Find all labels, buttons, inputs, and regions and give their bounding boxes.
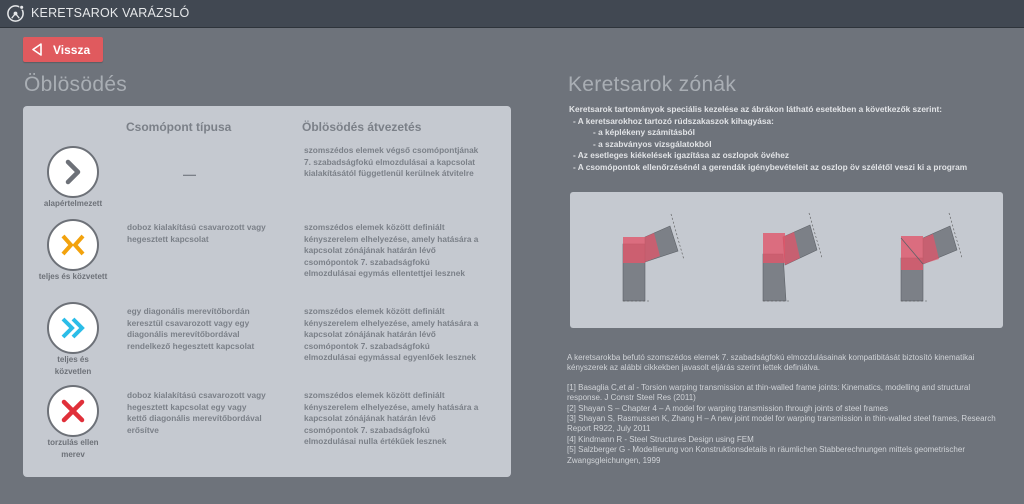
reference-item: [1] Basaglia C,et al - Torsion warping transmission at thin-walled frame joints: Kinematics, modelling and structural response. J Constr Steel Res (2011) xyxy=(567,382,971,403)
transmission-cell: szomszédos elemek között definiált kényszerelem elhelyezése, amely hatására a kapcsolat zónájának határán lévő csomópontok 7. szabadságfokú elmozdulásai egymás ellentettjei lesznek xyxy=(304,222,479,279)
intro-line: - A csomópontok ellenőrzésénél a gerendák igénybevételeit az oszlop öv szélétől veszi ki a program xyxy=(573,161,968,172)
node-type-cell: doboz kialakítású csavarozott vagy hegesztett kapcsolat egy vagy kettő diagonális merevítőbordával erősítve xyxy=(127,390,266,435)
red-x-icon xyxy=(49,387,97,435)
gear-compass-icon xyxy=(6,4,25,23)
back-button-label: Vissza xyxy=(53,43,91,57)
chevron-left-icon xyxy=(31,43,43,56)
option-rigid[interactable] xyxy=(47,385,99,437)
reference-item: [5] Salzberger G - Modellierung von Konstruktionsdetails in räumlichen Stabberechnungen mittels geometrischer Zwangsgleichungen, 1999 xyxy=(567,445,965,465)
node-type-cell: — xyxy=(183,167,196,182)
app-title: KERETSAROK VARÁZSLÓ xyxy=(31,6,190,20)
option-caption: alapértelmezett xyxy=(43,199,103,208)
section-heading-zones: Keretsarok zónák xyxy=(568,73,737,96)
option-full-indirect[interactable] xyxy=(47,219,99,271)
frame-corner-drawing xyxy=(570,192,1003,328)
node-type-cell: egy diagonális merevítőbordán keresztül csavarozott vagy egy diagonális merevítőbordával rendelkező hegesztett kapcsolat xyxy=(127,306,255,351)
option-caption: torzulás ellen merev xyxy=(47,438,99,459)
intro-line: - a szabványos vizsgálatokból xyxy=(593,138,712,149)
frame-corner-diagram-3 xyxy=(901,213,962,301)
reference-item: [2] Shayan S – Chapter 4 – A model for warping transmission through joints of steel frames xyxy=(567,403,889,413)
intro-line: - a képlékeny számításból xyxy=(593,127,695,138)
frame-corner-diagrams xyxy=(570,192,1003,328)
transmission-cell: szomszédos elemek között definiált kényszerelem elhelyezése, amely hatására a kapcsolat zónájának határán lévő csomópontok 7. szabadságfokú elmozdulásai nulla értékűek lesznek xyxy=(304,390,479,447)
warping-table-panel xyxy=(23,106,511,477)
option-default[interactable] xyxy=(47,146,99,198)
title-bar xyxy=(0,0,1024,28)
reference-item: [4] Kindmann R - Steel Structures Design using FEM xyxy=(567,434,754,444)
chevrons-inward-icon xyxy=(49,221,97,269)
option-caption: teljes és közvetett xyxy=(38,272,108,281)
intro-line: Keretsarok tartományok speciális kezelése az ábrákon látható esetekben a következők szerint: xyxy=(569,104,943,114)
double-chevron-right-icon xyxy=(49,304,97,352)
transmission-cell: szomszédos elemek között definiált kényszerelem elhelyezése, amely hatására a kapcsolat zónájának határán lévő csomópontok 7. szabadságfokú elmozdulásai egymással egyenlőek lesznek xyxy=(304,306,479,363)
intro-line: - A keretsarokhoz tartozó rúdszakaszok kihagyása: xyxy=(573,115,774,126)
option-caption: teljes és közvetlen xyxy=(54,355,92,376)
references-block xyxy=(567,353,1007,466)
node-type-cell: doboz kialakítású csavarozott vagy hegesztett kapcsolat xyxy=(127,222,266,244)
intro-line: - Az esetleges kiékelések igazítása az oszlopok övéhez xyxy=(573,150,789,161)
zone-intro xyxy=(569,104,1009,174)
col-header-transmission: Öblösödés átvezetés xyxy=(302,120,422,134)
reference-item: [3] Shayan S, Rasmussen K, Zhang H – A new joint model for warping transmission in thin-walled steel frames, Research Report R922, July 2011 xyxy=(567,414,996,434)
col-header-node-type: Csomópont típusa xyxy=(126,120,232,134)
section-heading-warping: Öblösödés xyxy=(24,73,128,96)
frame-corner-diagram-2 xyxy=(763,213,822,301)
transmission-cell: szomszédos elemek végső csomópontjának 7. szabadságfokú elmozdulásai a kapcsolat kialakításától függetlenül kerülnek átvitelre xyxy=(304,145,479,179)
frame-corner-diagram-1 xyxy=(623,214,684,301)
chevron-right-icon xyxy=(49,148,97,196)
zone-paragraph: A keretsarokba befutó szomszédos elemek 7. szabadságfokú elmozdulásainak kompatibitását biztosító kinematikai kényszerek az alábbi cikkekben javasolt eljárás szerint lettek definiálva. xyxy=(567,353,975,373)
option-full-direct[interactable] xyxy=(47,302,99,354)
back-button[interactable] xyxy=(23,37,103,62)
